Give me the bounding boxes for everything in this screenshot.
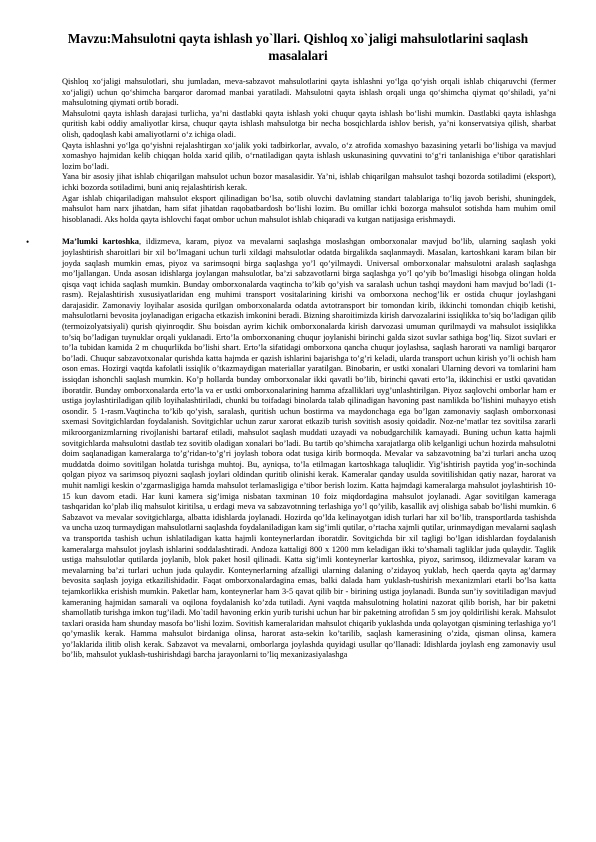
bullet-marker: •	[26, 237, 30, 248]
bullet-section	[26, 237, 557, 661]
document-title: Mavzu:Mahsulotni qayta ishlash yo`llari. Qishloq xo`jaligi mahsulotlarini saqlash masalalari	[67, 31, 529, 63]
intro-paragraph: Qayta ishlashni yo‘lga qo‘yishni rejalashtirgan xo‘jalik yoki tadbirkorlar, avvalo, o‘z atrofida xomashyo bazasining yetarli bo‘lishiga va mavjud xomashyo hajmidan kelib chiqqan holda xarid qilib, o‘rnatiladigan qayta ishlash uskunasining quvvatini to‘g‘ri tanlanishiga e’tibor qaratishlari lozim bo‘ladi.	[62, 140, 556, 171]
intro-paragraph: Qishloq xo‘jaligi mahsulotlari, shu jumladan, meva-sabzavot mahsulotlarini qayta ishlashni yo‘lga qo‘yish orqali ishlab chiqaruvchi (fermer xo‘jaligi) uchun qo‘shimcha barqaror daromad manbai yaratiladi. Mahsulotni qayta ishlash orqali unga qo‘shimcha qiymat qo‘shiladi, ya’ni mahsulotning qiymati ortib boradi.	[62, 77, 556, 108]
bullet-body: , ildizmeva, karam, piyoz va mevalarni saqlashga moslashgan omborxonalar mavjud bo’lib, ularning saqlash yoki joylashtirish sharoitlari bir xil bo’lmagani uchun turli xildagi mahsulotlar odatda birgalikda saqlanmaydi. Masalan, kartoshkani karam bilan bir joyda saqlash mumkin emas, piyoz va sarimsoqni birga saqlashga yo’l qo’yilmaydi. Universal omborxonalar mahsulotni aralash saqlashga mo’ljallangan. Unda asosan idishlarga joylangan mahsulotlar, ba’zi sabzavotlarni birga saqlashga yo’l qo’yib bo’lmasligi hisobga olingan holda qisqa vaqt ichida saqlash mumkin. Bunday omborxonalarda vaqtincha to’kib qo’yish va saralash uchun tashqi maydoni ham mavjud bo’ladi (1-rasm). Rejalashtirish xususiyatlaridan eng muhimi transport vositalarining kirishi va omborxona nechog’lik er ostida chuqur joylashgani darajasidir. Zamonaviy loyihalar asosida qurilgan omborxonalarda odatda avtotransport bir tomondan kirib, ikkinchi tomondan chiqib ketishi, mahsulotlarni bevosita joylanadigan erigacha etkazish imkonini beradi. Bizning sharoitimizda kirish darvozalarini issiqlikka to’siq bo’ladigan qilib (termoizolyatsiyali) qurish qiyinroqdir. Shu boisdan ayrim kichik omborxonalarda kirish darvozasi umuman qurilmaydi va mahsulot issiqlikka to’siq bo’ladigan tuynuklar orqali yuklanadi. Erto’la omborxonaning chuqur joylanishi birinchi galda sizot suvlar sathiga bog’liq. Sizot suvlari er to’la tubidan kamida 2 m chuqurlikda bo’lishi shart. Erto’la sifatidagi omborxona qancha chuqur joylashsa, saqlash harorati va namligi barqaror bo’ladi. Chuqur sabzavotxonalar qurishda katta hajmda er qazish ishlarini bajarishga to’g’ri keladi, ularda transport uchun kirish yo’li ochish ham oson emas. Hozirgi vaqtda kafolatli issiqlik o’tkazmaydigan materiallar yaratilgan. Binobarin, er ustki xonalari Ularning devori va tomlarini ham issiqdan ishonchli saqlash mumkin. Ko’p hollarda bunday omborxonalar ikki qavatli bo’lib, birinchi qavati erto’la, ikkinchisi er ustki qavatidan iboratdir. Bunday omborxonalarda erto’la va er ustki omborxonalarining hamma afzalliklari uyg’unlashtirilgan. Piyoz saqlovchi omborlar ham er ustiga joylashtiriladigan qilib loyihalashtiriladi, chunki bu toifadagi binolarda talab qilinadigan havoning past namlikda bo’lishini muhayyo etish osondir. 5 1-rasm.Vaqtincha to’kib qo’yish, saralash, quritish uchun bostirma va maydonchaga ega bo’lgan zamonaviy saqlash omborxonasi sxemasi Sovitgichlardan foydalanish. Sovitgichlar uchun zarur xarorat etkazib turish sovitish asosiy qoidadir. Noz-ne’matlar tez sovitilsa zararli mikroorganizmlarning rivojlanishi bartaraf etiladi, mahsulot saqlash muddati uzayadi va nobudgarchilik kamayadi. Buning uchun katta hajmli sovitgichlarda mahsulotni dastlab tez sovitib oladigan xonalari bo’ladi. Bu tartib qo’shimcha xarajatlarga olib kelganligi uchun hozirda mahsulotni doim saqlanadigan kameralarga to’g’ridan-to’g’ri joylash tobora odat tusiga kirib bormoqda. Mevalar va sabzavotning ba’zi turlari ancha uzoq muddatda doimo sovitilgan holatda turishga muhtoj. Bu, ayniqsa, to’la etilmagan kartoshkaga taluqlidir. Yig’ishtirish paytida yog’in-sochinda qolgan piyoz va sarimsoq piyozni saqlash joylari oldindan quritib olinishi kerak. Kameralar qanday usulda sovitilishidan qatiy nazar, harorat va muhit namligi keskin o’zgarmasligiga hamda mahsulot terlamasligiga e’tibor berish lozim. Katta hajmdagi kameralarga mahsulot joylashtirish 10-15 kun davom etadi. Har kuni kamera sig’imiga nisbatan taxminan 10 foiz miqdordagina mahsulot joylanadi. Agar sovitilgan kameraga tashqaridan ko’plab iliq mahsulot kiritilsa, u erdagi meva va sabzavotnning terlashiga yo’l qo’yilib, kasallik avj olishiga sabab bo’lishi mumkin. 6 Sabzavot va mevalar sovitgichlarga, albatta idishlarda joylanadi. Hozirda qo’lda kelinayotgan idish turlari har xil bo’lib, transportlarda tashishda va uncha uzoq turmaydigan mahsulotlarni saqlashda foydalaniladigan kam sig’imli qutilar, o’rtacha xajmli qutilar, urinmaydigan mevalarni saqlash va transportda tashish uchun ishlatiladigan katta hajmli konteynerlardan iboratdir. Sovitgichda bir xil tagligi bo’lgan idishlardan foydalanish kameralarga mahsulot joylash ishlarini soddalashtiradi. Andoza kattaligi 800 x 1200 mm keladigan ikki to’shamali tagliklar juda qulaydir. Taglik ustiga mahsulotlar qutilarda joylanib, blok paket hosil qilinadi. Katta sig’imli konteynerlar kartoshka, piyoz, sarimsoq, ildizmevalar karam va mevalarning ba’zi turlari uchun juda qulaydir. Konteynerlarning afzalligi ularning dalaning o’zidayoq yuklab, hech qaerda qayta ag’darmay bevosita saqlash joyiga etkazilishidadir. Faqat omborxonalardagina emas, balki dalada ham yuklash-tushirish mexanizmlari etarli bo’lsa katta tejamkorlikka erishish mumkin. Paketlar ham, konteynerlar ham 3-5 qavat qilib bir - birining ustiga joylanadi. Bunda sun’iy sovitiladigan mavjud kameraning hajmidan samarali va oqilona foydalanish ko’zda tutiladi. Ayni vaqtda mahsulotning holatini nazorat qilib borish, har bir paketni shamollatib turishga imkon tug’iladi. Mo`tadil havoning erkin yurib turishi uchun har bir paketning atrofidan 5 sm joy qoldirilishi kerak. Mahsulot taxlari orasida ham shunday masofa bo’lishi lozim. Sovitish kameralaridan mahsulot chiqarib yuklashda unda qolayotgan qismining terlashiga yo’l qo’ymaslik kerak. Hamma mahsulot birdaniga olinsa, harorat asta-sekin ko’tarilib, saqlash kamerasining o’zida, qisman olinsa, kamera yo’laklarida ilitib olish kerak. Sabzavot va mevalarni, omborlarga joylashda quyidagi usullar qo’llanadi: Idishlarda joylash eng zamonaviy usul bo’lib, mahsulot yuklash-tushirishdagi barcha jarayonlarni to’liq mexanizasiyalashga	[62, 237, 557, 660]
intro-paragraph: Agar ishlab chiqariladigan mahsulot eksport qilinadigan bo‘lsa, sotib oluvchi davlatning standart talablariga to‘liq javob berishi, shuningdek, mahsulot ham narx jihatdan, ham sifat jihatdan raqobatbardosh bo‘lishi lozim. Bu omillar ichki bozorga mahsulot sotishda ham muhim omil hisoblanadi. Aks holda qayta ishlovchi faqat ombor uchun mahsulot ishlab chiqaradi va kutgan natijasiga erishmaydi.	[62, 193, 556, 224]
bullet-term: Ma’lumki kartoshka	[62, 237, 139, 247]
intro-paragraph: Yana bir asosiy jihat ishlab chiqarilgan mahsulot uchun bozor masalasidir. Ya’ni, ishlab chiqarilgan mahsulot tashqi bozorda sotiladimi (eksport), ichki bozorda sotiladimi, buni aniq rejalashtirish kerak.	[62, 172, 556, 192]
bullet-paragraph	[62, 237, 556, 661]
intro-paragraph: Mahsulotni qayta ishlash darajasi turlicha, ya’ni dastlabki qayta ishlash yoki chuqur qayta ishlash bo‘lishi mumkin. Dastlabki qayta ishlashga quritish kabi oddiy amaliyotlar kirsa, chuqur qayta ishlash mahsulotga bir necha bosqichlarda ishlov berish, ya’ni konservatsiya qilish, sharbat olish, qadoqlash kabi amaliyotlarni o‘z ichiga oladi.	[62, 108, 556, 139]
intro-section	[62, 77, 556, 225]
